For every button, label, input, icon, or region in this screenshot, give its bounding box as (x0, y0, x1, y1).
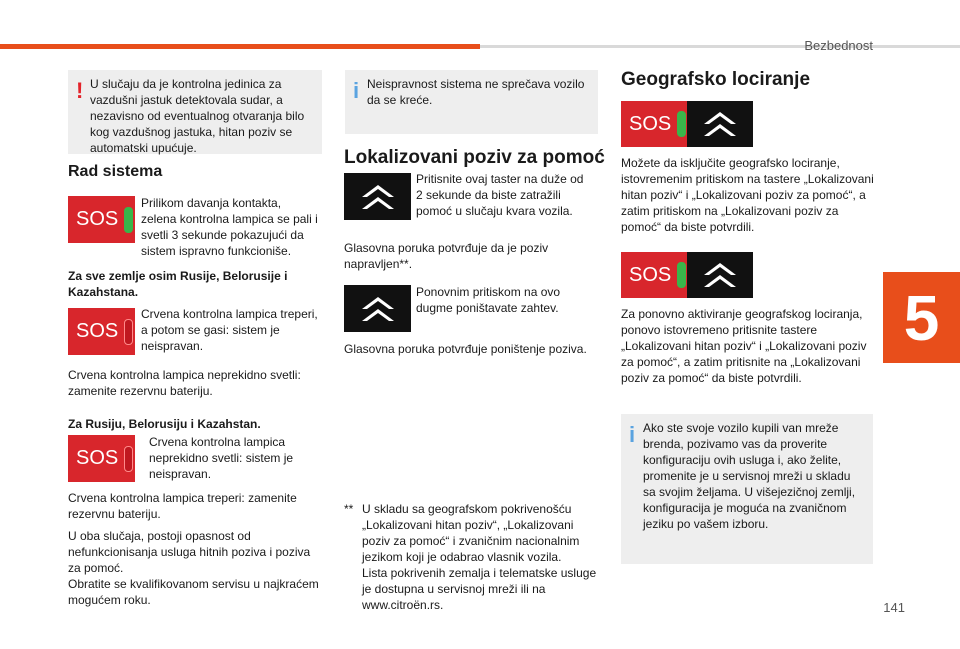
text-press-again: Ponovnim pritiskom na ovo dugme poništavate zahtev. (416, 285, 561, 315)
sos-label: SOS (76, 320, 119, 342)
text-green-lamp: Prilikom davanja kontakta, zelena kontrolna lampica se pali i svetli 3 sekunde pokazujući da sistem ispravno funkcioniše. (141, 196, 318, 258)
info-icon: i (629, 422, 636, 447)
sos-button-geo-2 (621, 252, 687, 298)
assistance-button-geo-2 (687, 252, 753, 298)
chapter-tab: 5 (883, 272, 960, 363)
text-red-blink: Crvena kontrolna lampica treperi, a potom se gasi: sistem je neispravan. (141, 307, 318, 353)
header-accent-bar (0, 44, 480, 49)
footnote-mark: ** (344, 502, 354, 516)
heading-lokalizovani-poziv: Lokalizovani poziv za pomoć (344, 147, 605, 168)
section-title: Bezbednost (804, 38, 873, 53)
sos-label: SOS (629, 263, 672, 286)
assistance-button-geo-1 (687, 101, 753, 147)
footnote-coverage: U skladu sa geografskom pokrivenošću „Lokalizovani hitan poziv“, „Lokalizovani poziv za pomoć“ i zvaničnim nacionalnim jezikom koji je odabrao vlasnik vozila. (362, 502, 580, 564)
footnote-list: Lista pokrivenih zemalja i telematske usluge je dostupna u servisnoj mreži ili na www.citroën.rs. (362, 566, 597, 612)
text-red-blink-battery: Crvena kontrolna lampica treperi: zamenite rezervnu bateriju. (68, 491, 297, 521)
sos-label: SOS (76, 447, 119, 469)
text-red-steady-fault: Crvena kontrolna lampica neprekidno svetli: sistem je neispravan. (149, 435, 294, 481)
text-contact-service: Obratite se kvalifikovanom servisu u najkraćem mogućem roku. (68, 577, 319, 607)
info-text-network: Ako ste svoje vozilo kupili van mreže brenda, pozivamo vas da proverite konfiguraciju ovih usluga i, ako želite, promenite je u servisnoj mreži u skladu sa svojim željama. U višejezičnoj zemlji, konfiguracija je moguća na zvaničnom jeziku po vašem izboru. (643, 421, 856, 531)
info-icon: i (353, 78, 360, 103)
double-chevron-icon (700, 108, 740, 140)
heading-rad-sistema: Rad sistema (68, 163, 163, 180)
double-chevron-icon (358, 293, 398, 325)
warning-icon: ! (76, 78, 84, 103)
assistance-button (344, 173, 411, 220)
lamp-green-icon (677, 262, 686, 288)
warning-text: U slučaju da je kontrolna jedinica za vazdušni jastuk detektovala sudar, a nezavisno od eventualnog otvaranja bilo kog vazdušnog jastuka, hitan poziv se automatski upućuje. (90, 77, 305, 155)
text-red-steady-battery: Crvena kontrolna lampica neprekidno svetli: zamenite rezervnu bateriju. (68, 368, 301, 398)
text-geo-disable: Možete da isključite geografsko lociranje, istovremenim pritiskom na tastere „Lokalizovani hitan poziv“ i „Lokalizovani poziv za pomoć“, a zatim pritiskom na „Lokalizovani poziv za pomoć“ da biste potvrdili. (621, 156, 874, 234)
lamp-red-icon (124, 446, 133, 472)
text-geo-enable: Za ponovno aktiviranje geografskog lociranja, ponovo istovremeno pritisnite tastere „Lokalizovani hitan poziv“ i „Lokalizovani poziv za pomoć“, a zatim pritisnite na „Lokalizovani poziv za pomoć“ da biste potvrdili. (621, 307, 867, 385)
subheading-russia: Za Rusiju, Belorusiju i Kazahstan. (68, 417, 261, 431)
heading-geografsko-lociranje: Geografsko lociranje (621, 69, 811, 90)
lamp-green-icon (677, 111, 686, 137)
text-voice-confirm: Glasovna poruka potvrđuje da je poziv napravljen**. (344, 241, 549, 271)
text-both-cases: U oba slučaja, postoji opasnost od nefunkcionisanja usluga hitnih poziva i poziva za pomoć. (68, 529, 311, 575)
sos-label: SOS (76, 208, 119, 230)
sos-label: SOS (629, 112, 672, 135)
text-voice-cancel: Glasovna poruka potvrđuje poništenje poziva. (344, 342, 587, 356)
info-text-system: Neispravnost sistema ne sprečava vozilo da se kreće. (367, 77, 585, 107)
sos-button-geo-1 (621, 101, 687, 147)
lamp-green-icon (124, 207, 133, 233)
assistance-button-cancel (344, 285, 411, 332)
double-chevron-icon (358, 181, 398, 213)
subheading-all-countries: Za sve zemlje osim Rusije, Belorusije i Kazahstana. (68, 269, 288, 299)
sos-button-red-steady (68, 435, 135, 482)
text-press-long: Pritisnite ovaj taster na duže od 2 sekunde da biste zatražili pomoć u slučaju kvara vozila. (416, 172, 584, 218)
header-divider (480, 45, 960, 48)
sos-button-red-blink (68, 308, 135, 355)
sos-button-green (68, 196, 135, 243)
page-number: 141 (883, 600, 905, 615)
double-chevron-icon (700, 259, 740, 291)
lamp-red-icon (124, 319, 133, 345)
